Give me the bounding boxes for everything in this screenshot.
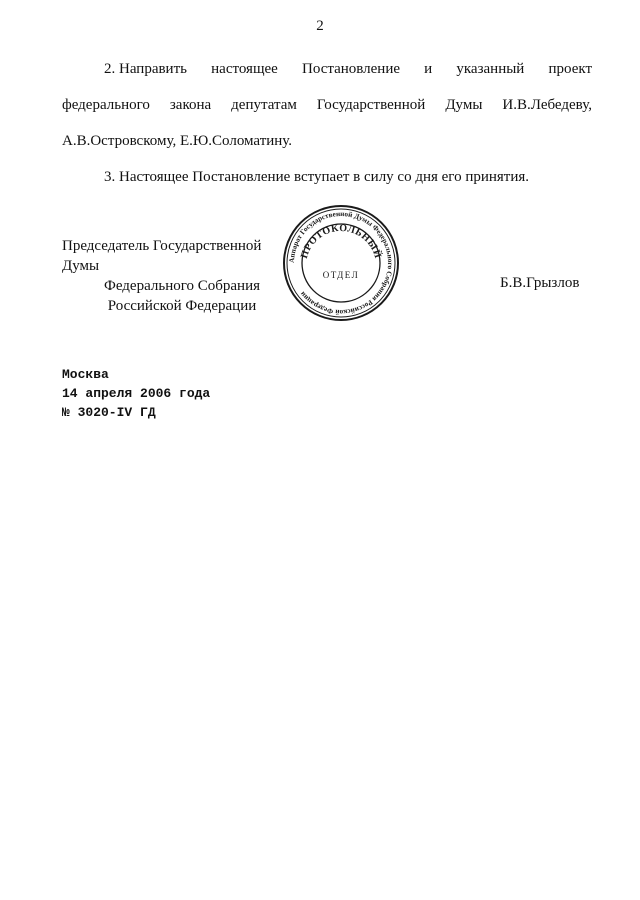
word: 2. Направить [104, 61, 187, 77]
stamp-inner-text: ПРОТОКОЛЬНЫЙ [298, 222, 384, 260]
paragraph-3: 3. Настоящее Постановление вступает в силу со дня его принятия. [104, 169, 530, 185]
signatory-title-line-3: Российской Федерации [107, 298, 257, 314]
stamp-outer-text: Аппарат Государственной Думы Федерального Собрания Российской Федерации [287, 209, 395, 317]
paragraph-2-line-1 [62, 62, 592, 77]
word: и [424, 61, 433, 77]
official-stamp [282, 204, 400, 322]
signatory-name: Б.В.Грызлов [500, 275, 580, 291]
signature-block [62, 236, 302, 316]
word: проект [548, 61, 592, 77]
stamp-seal-icon [282, 204, 400, 322]
signatory-title-line-2: Федерального Собрания [103, 278, 261, 294]
date: 14 апреля 2006 года [62, 386, 211, 401]
signatory-title-line-1: Председатель Государственной Думы [62, 238, 262, 274]
city: Москва [62, 367, 109, 382]
document-footer [62, 365, 210, 422]
word: Государственной [316, 97, 426, 113]
word: указанный [456, 61, 525, 77]
page-number: 2 [316, 18, 324, 34]
word: депутатам [231, 97, 297, 113]
word: закона [169, 97, 212, 113]
paragraph-2-line-3: А.В.Островскому, Е.Ю.Соломатину. [62, 133, 293, 149]
stamp-center-text: ОТДЕЛ [322, 270, 360, 280]
word: Постановление [301, 61, 401, 77]
paragraph-2-line-2 [62, 98, 592, 113]
word: Думы [445, 97, 483, 113]
word: И.В.Лебедеву, [502, 97, 592, 113]
word: федерального [62, 97, 150, 113]
document-number: № 3020-IV ГД [62, 405, 156, 420]
word: настоящее [211, 61, 278, 77]
